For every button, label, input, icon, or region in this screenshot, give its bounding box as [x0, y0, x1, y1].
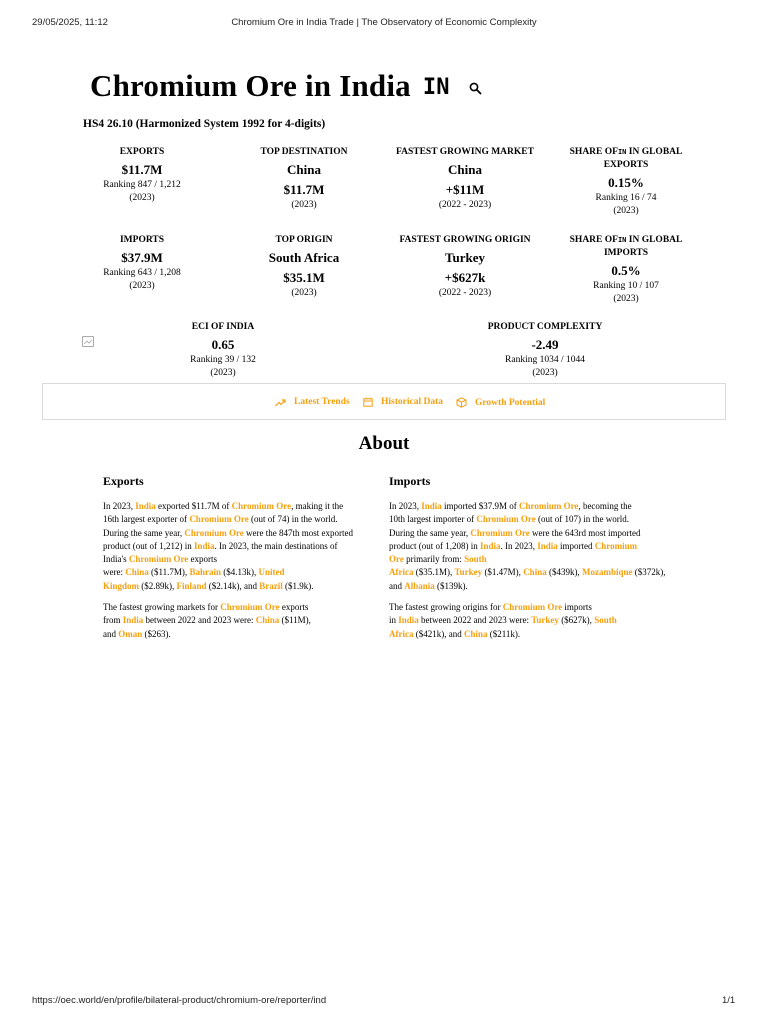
- link-finland[interactable]: Finland: [176, 580, 207, 591]
- link-united-kingdom[interactable]: Kingdom: [103, 580, 140, 591]
- text: primarily from:: [403, 554, 465, 565]
- stat-label: TOP DESTINATION: [260, 147, 348, 157]
- link-india[interactable]: India: [479, 540, 501, 551]
- link-india[interactable]: India: [398, 615, 419, 626]
- text: ($421k), and: [413, 628, 464, 639]
- stat-year: (2023): [291, 200, 317, 210]
- text: ($4.13k),: [220, 567, 259, 578]
- imports-growth-paragraph: [389, 601, 674, 641]
- stat-label-suffix: IN GLOBAL EXPORTS: [603, 147, 683, 170]
- tab-label: Latest Trends: [294, 397, 350, 407]
- link-chromium-ore[interactable]: Chromium Ore: [184, 527, 244, 538]
- text: ($211k).: [487, 628, 521, 639]
- text: , becoming the: [578, 501, 632, 511]
- link-chromium-ore[interactable]: Chromium Ore: [220, 602, 280, 612]
- stat-value: $11.7M: [283, 182, 325, 197]
- stat-label-prefix: SHARE OF: [569, 235, 618, 245]
- text: The fastest growing markets for: [103, 602, 221, 612]
- cube-icon: [456, 397, 467, 408]
- text: ($439k),: [546, 567, 582, 578]
- stat-value: $35.1M: [283, 270, 325, 285]
- stat-label: ECI OF INDIA: [191, 322, 255, 332]
- stat-eci: [148, 321, 298, 380]
- link-albania[interactable]: Albania: [404, 580, 435, 591]
- stat-year: (2023): [291, 288, 317, 298]
- search-icon[interactable]: [469, 82, 482, 95]
- text: ($372k),: [632, 567, 666, 578]
- tab-latest-trends[interactable]: [275, 397, 350, 407]
- stat-value: +$627k: [444, 270, 486, 285]
- text: were the 643rd most imported: [529, 527, 641, 538]
- text: between 2022 and 2023 were:: [143, 615, 256, 626]
- text: from: [103, 615, 123, 626]
- stat-fastest-growing-origin: [390, 234, 540, 300]
- country-flag-icon: IN: [617, 236, 627, 244]
- link-turkey[interactable]: Turkey: [531, 615, 559, 626]
- imports-heading: Imports: [389, 474, 431, 488]
- stat-label: FASTEST GROWING MARKET: [396, 147, 534, 157]
- country-flag-icon: IN: [617, 148, 627, 156]
- text: ($35.1M),: [413, 567, 455, 578]
- text: imported $37.9M of: [441, 501, 520, 511]
- stat-imports: [67, 234, 217, 293]
- stat-value: +$11M: [445, 182, 485, 197]
- text: (out of 107) in the world.: [535, 514, 629, 525]
- print-url: https://oec.world/en/profile/bilateral-product/chromium-ore/reporter/ind: [32, 995, 327, 1006]
- text: ($263).: [142, 628, 171, 639]
- text: exports: [279, 602, 309, 612]
- link-oman[interactable]: Oman: [118, 628, 143, 639]
- link-chromium-ore[interactable]: Chromium Ore: [519, 501, 579, 511]
- link-united-kingdom[interactable]: United: [258, 567, 285, 578]
- stat-ranking: Ranking 16 / 74: [595, 193, 657, 203]
- text: India's: [103, 554, 129, 565]
- link-india[interactable]: India: [193, 540, 215, 551]
- stat-year: (2022 - 2023): [438, 288, 492, 298]
- tab-label: Historical Data: [381, 397, 444, 407]
- link-india[interactable]: India: [421, 501, 442, 511]
- link-chromium-ore[interactable]: Chromium Ore: [502, 602, 563, 612]
- stat-ranking: Ranking 39 / 132: [190, 355, 256, 365]
- tab-label: Growth Potential: [475, 397, 546, 408]
- text: exports: [188, 554, 218, 565]
- stat-label-suffix: IN GLOBAL IMPORTS: [603, 235, 683, 258]
- text: During the same year,: [389, 527, 471, 538]
- stat-value: 0.65: [211, 337, 235, 352]
- text: (out of 74) in the world.: [248, 514, 338, 525]
- stat-value: $11.7M: [121, 162, 163, 177]
- text: ($11.7M),: [148, 567, 190, 578]
- stat-year: (2023): [532, 368, 558, 378]
- stat-value: 0.5%: [611, 263, 641, 278]
- stat-share-global-imports: [551, 234, 701, 306]
- stat-ranking: Ranking 10 / 107: [593, 281, 659, 291]
- link-china[interactable]: China: [464, 628, 488, 639]
- country-flag-icon: IN: [422, 75, 450, 100]
- broken-image-icon: [82, 336, 94, 347]
- link-south-africa[interactable]: South: [594, 615, 617, 626]
- page-title: [90, 68, 450, 104]
- text: ($11M),: [279, 615, 311, 626]
- link-chromium-ore[interactable]: Chromium Ore: [470, 527, 530, 538]
- section-tab-bar: [42, 383, 726, 420]
- link-india[interactable]: India: [135, 501, 156, 511]
- link-chromium-ore[interactable]: Ore: [389, 554, 404, 565]
- stat-top-origin: [229, 234, 379, 300]
- link-china[interactable]: China: [255, 615, 280, 626]
- text: In 2023,: [389, 501, 422, 511]
- text: imports: [562, 602, 592, 612]
- link-china[interactable]: China: [523, 567, 547, 578]
- stat-year: (2022 - 2023): [438, 200, 492, 210]
- text: and: [389, 580, 405, 591]
- stat-label: PRODUCT COMPLEXITY: [487, 322, 603, 332]
- text: ($2.89k),: [139, 580, 177, 591]
- trend-icon: [275, 398, 286, 407]
- text: 10th largest importer of: [389, 514, 477, 525]
- stat-year: (2023): [613, 206, 639, 216]
- stat-name[interactable]: South Africa: [268, 250, 340, 265]
- stat-exports: [67, 146, 217, 205]
- calendar-icon: [363, 397, 373, 407]
- stat-year: (2023): [613, 294, 639, 304]
- stat-label: [551, 234, 701, 260]
- link-turkey[interactable]: Turkey: [454, 567, 483, 578]
- link-chromium-ore[interactable]: Chromium Ore: [231, 501, 292, 511]
- tab-historical-data[interactable]: [363, 397, 443, 407]
- stat-label: EXPORTS: [119, 147, 165, 157]
- page-title-text: Chromium Ore in India: [90, 68, 411, 103]
- exports-heading: Exports: [103, 474, 144, 488]
- text: 16th largest exporter of: [103, 514, 190, 525]
- stat-ranking: Ranking 1034 / 1044: [505, 355, 585, 365]
- text: During the same year,: [103, 527, 185, 538]
- stat-label: [551, 146, 701, 172]
- text: were the 847th most exported: [243, 527, 354, 538]
- imports-paragraph: [389, 500, 674, 593]
- stat-name[interactable]: China: [287, 162, 321, 177]
- stat-value: 0.15%: [608, 175, 644, 190]
- text: ($627k),: [558, 615, 595, 626]
- stat-ranking: Ranking 847 / 1,212: [103, 180, 181, 190]
- text: . In 2023, the main destinations of: [214, 540, 338, 551]
- link-bahrain[interactable]: Bahrain: [189, 567, 221, 578]
- stat-value: $37.9M: [121, 250, 163, 265]
- stat-ranking: Ranking 643 / 1,208: [103, 268, 181, 278]
- exports-paragraph: [103, 500, 378, 593]
- link-china[interactable]: China: [125, 567, 149, 578]
- text: . In 2023,: [500, 540, 538, 551]
- stat-year: (2023): [129, 193, 155, 203]
- link-brazil[interactable]: Brazil: [259, 580, 283, 591]
- stat-name[interactable]: Turkey: [445, 250, 485, 265]
- stat-year: (2023): [210, 368, 236, 378]
- text: product (out of 1,212) in: [103, 540, 194, 551]
- link-chromium-ore[interactable]: Chromium Ore: [189, 514, 249, 525]
- text: in: [389, 615, 399, 626]
- stat-label: TOP ORIGIN: [275, 235, 333, 245]
- exports-growth-paragraph: [103, 601, 378, 641]
- text: In 2023,: [103, 501, 136, 511]
- link-south-africa[interactable]: Africa: [389, 567, 414, 578]
- link-south-africa[interactable]: South: [464, 554, 487, 565]
- text: exported $11.7M of: [155, 501, 232, 511]
- text: ($1.47M),: [482, 567, 524, 578]
- about-heading: About: [358, 433, 410, 454]
- stat-name[interactable]: China: [448, 162, 482, 177]
- link-chromium-ore[interactable]: Chromium: [594, 540, 638, 551]
- tab-growth-potential[interactable]: [456, 397, 545, 408]
- text: ($1.9k).: [282, 580, 314, 591]
- text: between 2022 and 2023 were:: [418, 615, 532, 626]
- text: ($139k).: [434, 580, 468, 591]
- print-page-title: Chromium Ore in India Trade | The Observatory of Economic Complexity: [231, 17, 537, 28]
- text: The fastest growing origins for: [389, 602, 503, 612]
- link-south-africa[interactable]: Africa: [389, 628, 414, 639]
- link-chromium-ore[interactable]: Chromium Ore: [128, 554, 189, 565]
- stat-label: IMPORTS: [119, 235, 164, 245]
- text: and: [103, 628, 119, 639]
- text: product (out of 1,208) in: [389, 540, 480, 551]
- text: , making it the: [291, 501, 344, 511]
- stat-year: (2023): [129, 281, 155, 291]
- link-india[interactable]: India: [537, 540, 558, 551]
- stat-product-complexity: [470, 321, 620, 380]
- stat-share-global-exports: [551, 146, 701, 218]
- stat-value: -2.49: [531, 337, 559, 352]
- stat-label-prefix: SHARE OF: [569, 147, 618, 157]
- print-datetime: 29/05/2025, 11:12: [32, 17, 108, 28]
- link-mozambique[interactable]: Mozambique: [581, 567, 633, 578]
- hs-code-subtitle: HS4 26.10 (Harmonized System 1992 for 4-digits): [83, 118, 326, 130]
- stat-fastest-growing-market: [390, 146, 540, 212]
- link-india[interactable]: India: [122, 615, 144, 626]
- stat-label: FASTEST GROWING ORIGIN: [399, 235, 531, 245]
- print-page-count: 1/1: [722, 995, 736, 1006]
- text: imported: [557, 540, 595, 551]
- text: were:: [103, 567, 126, 578]
- text: ($2.14k), and: [206, 580, 260, 591]
- link-chromium-ore[interactable]: Chromium Ore: [476, 514, 536, 525]
- stat-top-destination: [229, 146, 379, 212]
